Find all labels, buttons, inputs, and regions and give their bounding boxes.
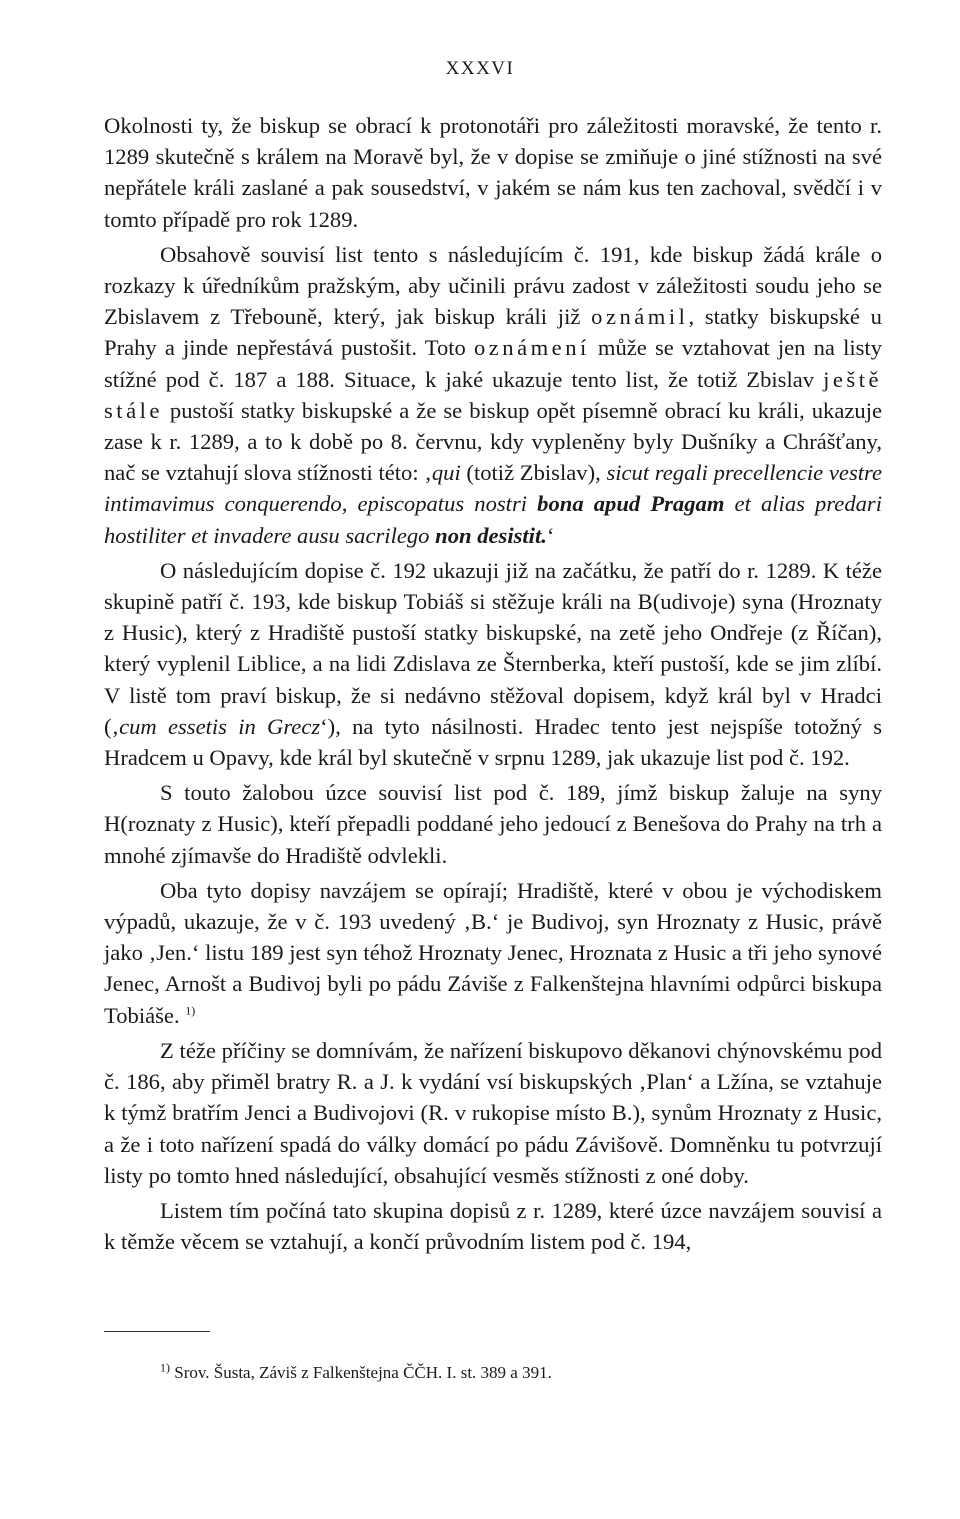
spaced-emphasis: oznámil xyxy=(591,304,689,330)
latin-quote-bold: bona apud Pragam xyxy=(537,491,725,517)
latin-quote-bold: non desistit. xyxy=(435,522,547,548)
footnote-divider xyxy=(104,1331,210,1332)
footnote-text: Srov. Šusta, Záviš z Falkenštejna ČČH. I. st. 389 a 391. xyxy=(174,1363,552,1382)
paragraph-2: Obsahově souvisí list tento s následujícím č. 191, kde biskup žádá krále o rozkazy k úředníkům pražským, aby učinili právu zadost v záležitosti soudu jeho se Zbislavem z Třebouně, který, jak biskup králi již oznámil, statky biskupské u Prahy a jinde nepřestává pustošit. Toto oznámení může se vztahovat jen na listy stížné pod č. 187 a 188. Situace, k jaké ukazuje tento list, že totiž Zbislav ještě stále pustoší statky biskupské a že se biskup opět písemně obrací ku králi, ukazuje zase k r. 1289, a to k době po 8. červnu, kdy vypleněny byly Dušníky a Chrášťany, nač se vztahují slova stížnosti této: ‚qui (totiž Zbislav), sicut regali precellencie vestre intimavimus conquerendo, episcopatus nostri bona apud Pragam et alias predari hostiliter et invadere ausu sacrilego non desistit.‘ xyxy=(104,241,882,548)
body-text xyxy=(104,110,882,1257)
paragraph-4: S touto žalobou úzce souvisí list pod č. 189, jímž biskup žaluje na syny H(roznaty z Husic), kteří přepadli poddané jeho jedoucí z Benešova do Prahy na trh a mnohé zjímavše do Hradiště odvlekli. xyxy=(104,780,882,868)
paragraph-7: Listem tím počíná tato skupina dopisů z r. 1289, které úzce navzájem souvisí a k těmže věcem se vztahují, a končí průvodním listem pod č. 194, xyxy=(104,1197,882,1255)
paragraph-1: Okolnosti ty, že biskup se obrací k protonotáři pro záležitosti moravské, že tento r. 1289 skutečně s králem na Moravě byl, že v dopise se zmiňuje o jiné stížnosti na své nepřátele králi zaslané a pak sousedství, v jakém se nám kus ten zachoval, svědčí i v tomto případě pro rok 1289. xyxy=(104,113,882,232)
latin-quote: cum essetis in Grecz xyxy=(119,713,321,739)
latin-quote: et alias predari hostiliter et invadere ausu sacrilego xyxy=(104,491,882,548)
footnote-reference: 1) xyxy=(185,1003,196,1018)
footnote-mark: 1) xyxy=(160,1360,170,1375)
paragraph-5: Oba tyto dopisy navzájem se opírají; Hradiště, které v obou je východiskem výpadů, ukazuje, že v č. 193 uvedený ‚B.‘ je Budivoj, syn Hroznaty z Husic, právě jako ‚Jen.‘ listu 189 jest syn téhož Hroznaty Jenec, Hroznata z Husic a tři jeho synové Jenec, Arnošt a Budivoj byli po pádu Záviše z Falkenštejna hlavními odpůrci biskupa Tobiáše. $^{1)}$ xyxy=(104,877,882,1028)
paragraph-3: O následujícím dopise č. 192 ukazuji již na začátku, že patří do r. 1289. K téže skupině patří č. 193, kde biskup Tobiáš si stěžuje králi na B(udivoje) syna (Hroznaty z Husic), který z Hradiště pustoší statky biskupské, na zetě jeho Ondřeje (z Říčan), který vyplenil Liblice, a na lidi Zdislava ze Šternberka, kteří pustoší, kde se jim zlíbí. V listě tom praví biskup, že si nedávno stěžoval dopisem, když král byl v Hradci (‚cum essetis in Grecz‘), na tyto násilnosti. Hradec tento jest nejspíše totožný s Hradcem u Opavy, kde král byl skutečně v srpnu 1289, jak ukazuje list pod č. 192. xyxy=(104,557,882,771)
footnote xyxy=(160,1362,552,1384)
page-number: XXXVI xyxy=(445,58,515,79)
latin-quote: sicut regali precellencie vestre intimavimus conquerendo, episcopatus nostri xyxy=(104,460,882,517)
paragraph-6: Z téže příčiny se domnívám, že nařízení biskupovo děkanovi chýnovskému pod č. 186, aby přiměl bratry R. a J. k vydání vsí biskupských ‚Plan‘ a Lžína, se vztahuje k týmž bratřím Jenci a Budivojovi (R. v rukopise místo B.), synům Hroznaty z Husic, a že i toto nařízení spadá do války domácí po pádu Závišově. Domněnku tu potvrzují listy po tomto hned následující, obsahující vesměs stížnosti z oné doby. xyxy=(104,1037,882,1188)
spaced-emphasis: ještě stále xyxy=(104,366,882,423)
latin-quote: qui xyxy=(431,460,461,486)
spaced-emphasis: oznámení xyxy=(473,335,590,361)
